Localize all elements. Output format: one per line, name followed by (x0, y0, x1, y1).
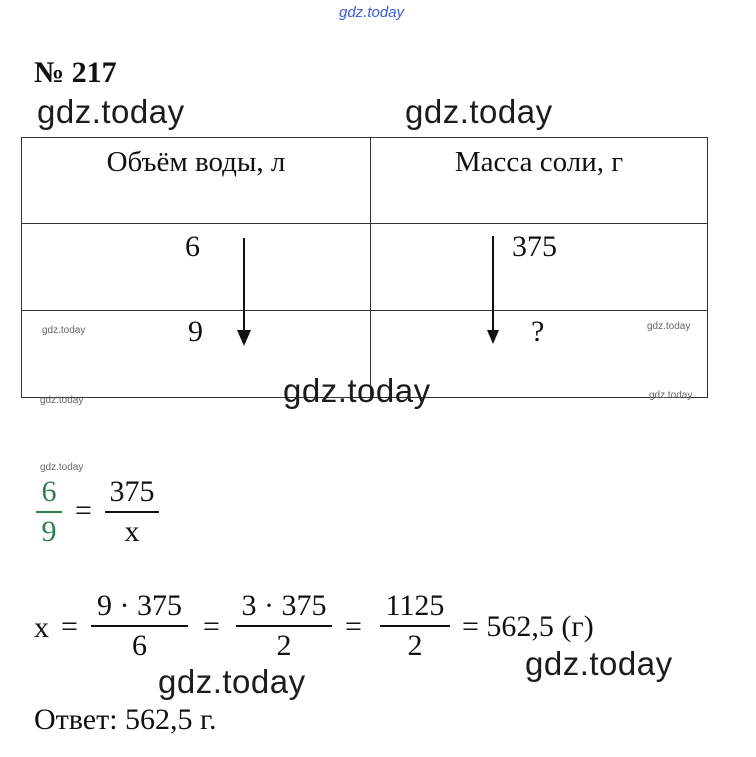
watermark: gdz.today (283, 372, 431, 409)
watermark-small: gdz.today (42, 325, 86, 336)
fraction-right (105, 475, 159, 549)
water-value-1: 6 (185, 230, 200, 263)
watermark-small: gdz.today (649, 390, 693, 401)
fraction-numerator: 3 · 375 (241, 589, 327, 622)
fraction-numerator: 1125 (385, 589, 445, 622)
fraction-bar (91, 625, 188, 627)
equals-sign: = (203, 610, 220, 643)
watermark: gdz.today (158, 663, 306, 700)
fraction-bar (105, 511, 159, 513)
watermark: gdz.today (525, 645, 673, 682)
watermark-top: gdz.today (339, 4, 405, 21)
solution-variable: x (34, 611, 49, 644)
fraction-denominator: 6 (132, 628, 147, 662)
fraction-step-1 (91, 589, 188, 663)
watermark-small: gdz.today (40, 395, 84, 406)
salt-value-2: ? (531, 315, 545, 348)
watermark-small: gdz.today (647, 321, 691, 332)
fraction-numerator: 6 (41, 475, 57, 508)
arrow-down-salt (487, 236, 499, 344)
equals-sign: = (75, 494, 92, 527)
arrow-down-water (237, 238, 251, 346)
fraction-step-2 (236, 589, 332, 663)
watermark: gdz.today (37, 93, 185, 130)
watermark: gdz.today (405, 93, 553, 130)
fraction-denominator: x (124, 514, 140, 548)
fraction-bar (236, 625, 332, 627)
fraction-bar (36, 511, 62, 513)
equals-sign: = (61, 610, 78, 643)
fraction-denominator: 2 (276, 628, 292, 662)
fraction-step-3 (380, 589, 450, 663)
water-value-2: 9 (188, 315, 203, 348)
watermark-small: gdz.today (40, 462, 84, 473)
fraction-numerator: 375 (109, 475, 155, 508)
header-water-volume: Объём воды, л (106, 146, 286, 178)
solution-result: = 562,5 (г) (462, 610, 594, 643)
header-salt-mass: Масса соли, г (454, 146, 624, 178)
problem-number: № 217 (34, 56, 117, 89)
answer-text: Ответ: 562,5 г. (34, 703, 217, 736)
salt-value-1: 375 (512, 230, 557, 263)
fraction-numerator: 9 · 375 (97, 589, 182, 622)
equals-sign: = (345, 610, 362, 643)
fraction-denominator: 2 (407, 628, 423, 662)
fraction-left (36, 475, 62, 549)
fraction-denominator: 9 (41, 514, 57, 548)
fraction-bar (380, 625, 450, 627)
